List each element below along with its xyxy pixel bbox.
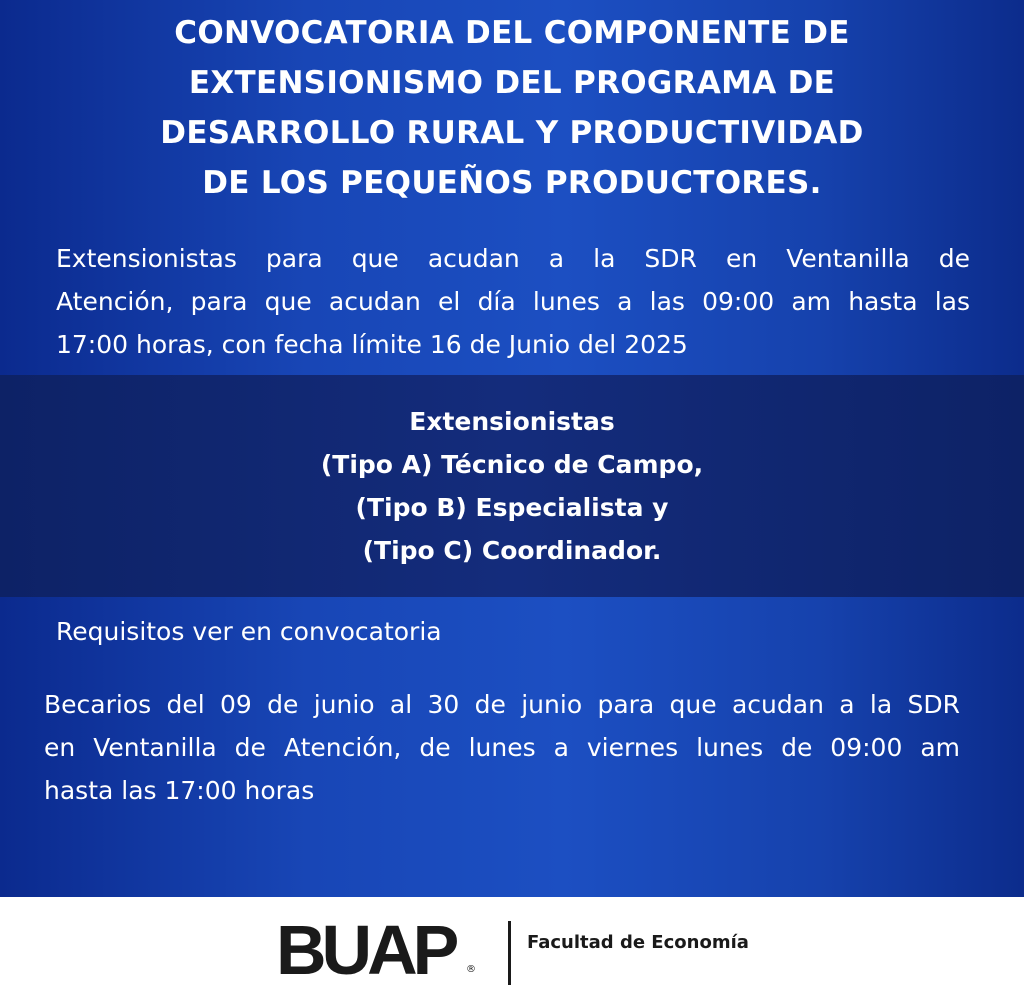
intro-line: 17:00 horas, con fecha límite 16 de Junio del 2025 [56, 330, 688, 359]
becarios-paragraph [44, 683, 960, 812]
intro-paragraph [56, 237, 970, 366]
requirements-note [56, 610, 442, 653]
title-line: EXTENSIONISMO DEL PROGRAMA DE [188, 65, 836, 101]
type-item: (Tipo C) Coordinador. [362, 536, 662, 565]
requirements-text: Requisitos ver en convocatoria [56, 617, 442, 646]
title-line: DE LOS PEQUEÑOS PRODUCTORES. [202, 165, 822, 201]
types-heading: Extensionistas [409, 407, 615, 436]
becarios-line: en Ventanilla de Atención, de lunes a viernes lunes de 09:00 am [44, 733, 960, 762]
footer [0, 897, 1024, 996]
buap-logo: BUAP [276, 911, 455, 989]
poster-title [0, 8, 1024, 208]
becarios-line: hasta las 17:00 horas [44, 776, 315, 805]
registered-mark-icon: ® [466, 964, 476, 975]
faculty-name: Facultad de Economía [527, 932, 749, 953]
type-item: (Tipo A) Técnico de Campo, [320, 450, 704, 479]
title-line: DESARROLLO RURAL Y PRODUCTIVIDAD [160, 115, 864, 151]
becarios-line: Becarios del 09 de junio al 30 de junio para que acudan a la SDR [44, 690, 960, 719]
extensionist-types [0, 400, 1024, 572]
footer-divider [508, 921, 511, 985]
title-line: CONVOCATORIA DEL COMPONENTE DE [174, 15, 850, 51]
intro-line: Atención, para que acudan el día lunes a las 09:00 am hasta las [56, 287, 970, 316]
intro-line: Extensionistas para que acudan a la SDR en Ventanilla de [56, 244, 970, 273]
type-item: (Tipo B) Especialista y [355, 493, 669, 522]
